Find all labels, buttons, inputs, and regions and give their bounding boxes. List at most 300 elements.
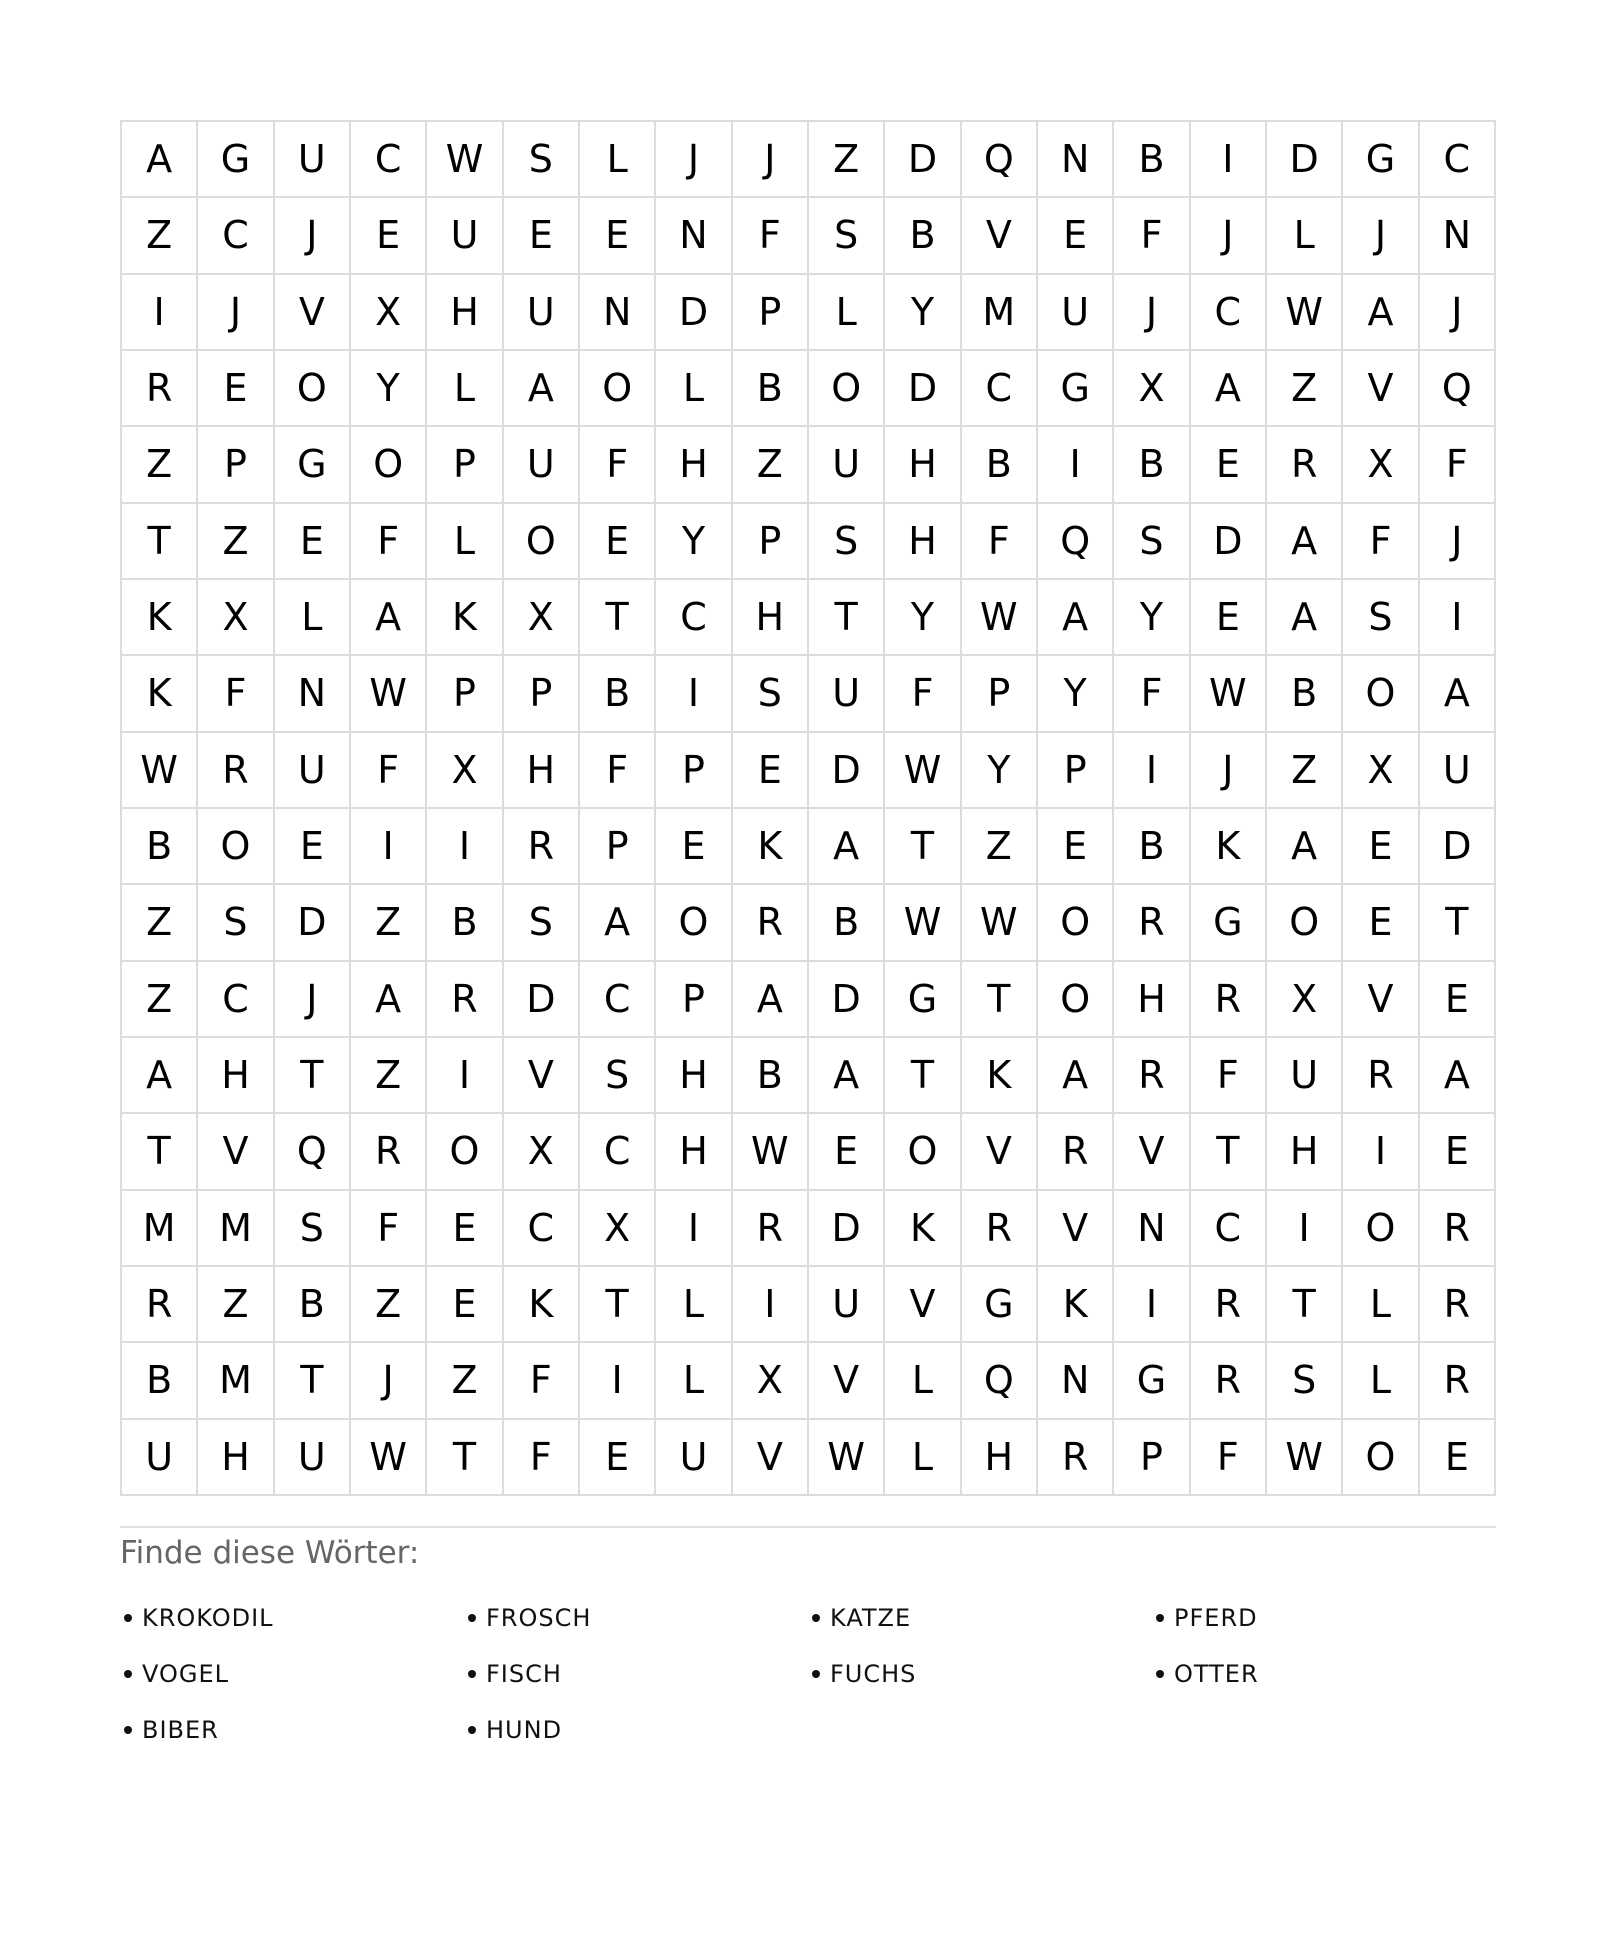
grid-cell[interactable]: E [427,1191,503,1267]
grid-cell[interactable]: W [351,1420,427,1496]
grid-cell[interactable]: V [504,1038,580,1114]
grid-cell[interactable]: U [1267,1038,1343,1114]
grid-cell[interactable]: G [275,427,351,503]
grid-cell[interactable]: T [885,1038,961,1114]
grid-cell[interactable]: T [275,1343,351,1419]
grid-cell[interactable]: T [1191,1114,1267,1190]
grid-cell[interactable]: G [1114,1343,1190,1419]
grid-cell[interactable]: K [733,809,809,885]
grid-cell[interactable]: R [1191,962,1267,1038]
grid-cell[interactable]: E [427,1267,503,1343]
grid-cell[interactable]: T [809,580,885,656]
grid-cell[interactable]: V [1343,962,1419,1038]
grid-cell[interactable]: F [1114,656,1190,732]
grid-cell[interactable]: S [580,1038,656,1114]
grid-cell[interactable]: I [351,809,427,885]
grid-cell[interactable]: N [1114,1191,1190,1267]
grid-cell[interactable]: D [809,962,885,1038]
grid-cell[interactable]: K [122,580,198,656]
grid-cell[interactable]: F [580,427,656,503]
grid-cell[interactable]: G [885,962,961,1038]
grid-cell[interactable]: S [1114,504,1190,580]
grid-cell[interactable]: U [1420,733,1496,809]
grid-cell[interactable]: Z [351,1267,427,1343]
grid-cell[interactable]: L [656,1267,732,1343]
grid-cell[interactable]: A [504,351,580,427]
grid-cell[interactable]: R [427,962,503,1038]
grid-cell[interactable]: I [1343,1114,1419,1190]
grid-cell[interactable]: X [1114,351,1190,427]
grid-cell[interactable]: C [198,962,274,1038]
grid-cell[interactable]: S [809,198,885,274]
grid-cell[interactable]: T [1420,885,1496,961]
grid-cell[interactable]: I [1114,733,1190,809]
grid-cell[interactable]: B [580,656,656,732]
grid-cell[interactable]: U [504,275,580,351]
grid-cell[interactable]: H [733,580,809,656]
grid-cell[interactable]: W [962,580,1038,656]
grid-cell[interactable]: S [1343,580,1419,656]
grid-cell[interactable]: X [504,580,580,656]
grid-cell[interactable]: F [504,1343,580,1419]
grid-cell[interactable]: J [1191,733,1267,809]
grid-cell[interactable]: N [1038,1343,1114,1419]
grid-cell[interactable]: J [1420,275,1496,351]
grid-cell[interactable]: Z [198,504,274,580]
grid-cell[interactable]: D [885,351,961,427]
grid-cell[interactable]: H [198,1038,274,1114]
grid-cell[interactable]: L [580,122,656,198]
grid-cell[interactable]: V [1343,351,1419,427]
grid-cell[interactable]: H [885,504,961,580]
grid-cell[interactable]: U [504,427,580,503]
grid-cell[interactable]: G [1343,122,1419,198]
grid-cell[interactable]: T [122,504,198,580]
grid-cell[interactable]: S [504,885,580,961]
grid-cell[interactable]: X [198,580,274,656]
grid-cell[interactable]: F [198,656,274,732]
grid-cell[interactable]: V [885,1267,961,1343]
grid-cell[interactable]: A [809,809,885,885]
grid-cell[interactable]: B [1114,809,1190,885]
grid-cell[interactable]: L [275,580,351,656]
grid-cell[interactable]: U [275,1420,351,1496]
grid-cell[interactable]: T [580,580,656,656]
grid-cell[interactable]: I [1038,427,1114,503]
grid-cell[interactable]: P [656,962,732,1038]
grid-cell[interactable]: L [656,1343,732,1419]
grid-cell[interactable]: R [733,885,809,961]
grid-cell[interactable]: Q [1420,351,1496,427]
grid-cell[interactable]: G [1038,351,1114,427]
grid-cell[interactable]: B [962,427,1038,503]
grid-cell[interactable]: E [809,1114,885,1190]
grid-cell[interactable]: F [962,504,1038,580]
grid-cell[interactable]: L [885,1420,961,1496]
grid-cell[interactable]: C [580,962,656,1038]
grid-cell[interactable]: Z [733,427,809,503]
grid-cell[interactable]: E [580,1420,656,1496]
grid-cell[interactable]: F [1343,504,1419,580]
grid-cell[interactable]: F [351,504,427,580]
grid-cell[interactable]: X [1343,427,1419,503]
grid-cell[interactable]: Y [351,351,427,427]
grid-cell[interactable]: S [198,885,274,961]
grid-cell[interactable]: I [656,656,732,732]
grid-cell[interactable]: Z [351,885,427,961]
grid-cell[interactable]: R [962,1191,1038,1267]
grid-cell[interactable]: E [1343,885,1419,961]
grid-cell[interactable]: C [1191,275,1267,351]
grid-cell[interactable]: C [351,122,427,198]
grid-cell[interactable]: R [1343,1038,1419,1114]
grid-cell[interactable]: U [656,1420,732,1496]
grid-cell[interactable]: T [427,1420,503,1496]
grid-cell[interactable]: O [1343,1420,1419,1496]
grid-cell[interactable]: J [1343,198,1419,274]
grid-cell[interactable]: C [656,580,732,656]
grid-cell[interactable]: P [733,275,809,351]
grid-cell[interactable]: J [198,275,274,351]
grid-cell[interactable]: O [275,351,351,427]
grid-cell[interactable]: O [1343,1191,1419,1267]
grid-cell[interactable]: A [351,580,427,656]
grid-cell[interactable]: F [504,1420,580,1496]
grid-cell[interactable]: D [656,275,732,351]
grid-cell[interactable]: R [1420,1343,1496,1419]
grid-cell[interactable]: O [1038,962,1114,1038]
grid-cell[interactable]: P [198,427,274,503]
grid-cell[interactable]: S [1267,1343,1343,1419]
grid-cell[interactable]: X [504,1114,580,1190]
grid-cell[interactable]: U [809,1267,885,1343]
grid-cell[interactable]: U [809,427,885,503]
grid-cell[interactable]: E [580,504,656,580]
grid-cell[interactable]: O [504,504,580,580]
grid-cell[interactable]: J [1114,275,1190,351]
grid-cell[interactable]: S [733,656,809,732]
grid-cell[interactable]: L [1343,1343,1419,1419]
grid-cell[interactable]: D [809,733,885,809]
grid-cell[interactable]: E [1343,809,1419,885]
grid-cell[interactable]: G [962,1267,1038,1343]
grid-cell[interactable]: Z [198,1267,274,1343]
grid-cell[interactable]: P [504,656,580,732]
grid-cell[interactable]: K [122,656,198,732]
grid-cell[interactable]: A [351,962,427,1038]
grid-cell[interactable]: X [733,1343,809,1419]
grid-cell[interactable]: A [1420,1038,1496,1114]
grid-cell[interactable]: A [1420,656,1496,732]
grid-cell[interactable]: V [962,1114,1038,1190]
grid-cell[interactable]: J [656,122,732,198]
grid-cell[interactable]: B [733,351,809,427]
grid-cell[interactable]: Q [1038,504,1114,580]
grid-cell[interactable]: U [1038,275,1114,351]
grid-cell[interactable]: O [1343,656,1419,732]
grid-cell[interactable]: U [275,122,351,198]
grid-cell[interactable]: E [1038,198,1114,274]
grid-cell[interactable]: F [1420,427,1496,503]
grid-cell[interactable]: X [580,1191,656,1267]
grid-cell[interactable]: F [733,198,809,274]
grid-cell[interactable]: T [885,809,961,885]
grid-cell[interactable]: M [198,1191,274,1267]
grid-cell[interactable]: K [427,580,503,656]
grid-cell[interactable]: V [1114,1114,1190,1190]
grid-cell[interactable]: E [580,198,656,274]
grid-cell[interactable]: A [733,962,809,1038]
grid-cell[interactable]: P [1114,1420,1190,1496]
grid-cell[interactable]: E [351,198,427,274]
grid-cell[interactable]: I [122,275,198,351]
grid-cell[interactable]: R [1038,1114,1114,1190]
grid-cell[interactable]: S [504,122,580,198]
grid-cell[interactable]: G [1191,885,1267,961]
grid-cell[interactable]: H [427,275,503,351]
grid-cell[interactable]: F [351,733,427,809]
grid-cell[interactable]: E [1420,962,1496,1038]
grid-cell[interactable]: C [198,198,274,274]
grid-cell[interactable]: V [275,275,351,351]
grid-cell[interactable]: H [656,1114,732,1190]
grid-cell[interactable]: A [1267,504,1343,580]
grid-cell[interactable]: I [427,809,503,885]
grid-cell[interactable]: R [122,351,198,427]
grid-cell[interactable]: N [1420,198,1496,274]
grid-cell[interactable]: S [809,504,885,580]
grid-cell[interactable]: M [122,1191,198,1267]
grid-cell[interactable]: P [733,504,809,580]
grid-cell[interactable]: Y [962,733,1038,809]
grid-cell[interactable]: L [427,351,503,427]
grid-cell[interactable]: I [733,1267,809,1343]
grid-cell[interactable]: O [809,351,885,427]
grid-cell[interactable]: B [733,1038,809,1114]
grid-cell[interactable]: D [275,885,351,961]
grid-cell[interactable]: V [962,198,1038,274]
grid-cell[interactable]: Z [122,198,198,274]
grid-cell[interactable]: W [427,122,503,198]
grid-cell[interactable]: V [198,1114,274,1190]
grid-cell[interactable]: U [275,733,351,809]
grid-cell[interactable]: A [1267,580,1343,656]
grid-cell[interactable]: R [198,733,274,809]
grid-cell[interactable]: R [1114,1038,1190,1114]
grid-cell[interactable]: F [1191,1038,1267,1114]
grid-cell[interactable]: L [885,1343,961,1419]
grid-cell[interactable]: O [580,351,656,427]
grid-cell[interactable]: R [1420,1191,1496,1267]
grid-cell[interactable]: A [1038,1038,1114,1114]
grid-cell[interactable]: J [351,1343,427,1419]
grid-cell[interactable]: V [1038,1191,1114,1267]
grid-cell[interactable]: C [580,1114,656,1190]
grid-cell[interactable]: K [885,1191,961,1267]
grid-cell[interactable]: B [1114,122,1190,198]
grid-cell[interactable]: N [275,656,351,732]
grid-cell[interactable]: O [198,809,274,885]
grid-cell[interactable]: O [885,1114,961,1190]
grid-cell[interactable]: P [580,809,656,885]
grid-cell[interactable]: I [580,1343,656,1419]
grid-cell[interactable]: D [885,122,961,198]
grid-cell[interactable]: P [1038,733,1114,809]
grid-cell[interactable]: Q [275,1114,351,1190]
grid-cell[interactable]: G [198,122,274,198]
grid-cell[interactable]: P [427,427,503,503]
grid-cell[interactable]: O [351,427,427,503]
grid-cell[interactable]: Y [1114,580,1190,656]
grid-cell[interactable]: I [1191,122,1267,198]
grid-cell[interactable]: J [1420,504,1496,580]
grid-cell[interactable]: C [1191,1191,1267,1267]
grid-cell[interactable]: C [962,351,1038,427]
grid-cell[interactable]: I [427,1038,503,1114]
grid-cell[interactable]: Z [809,122,885,198]
grid-cell[interactable]: O [1038,885,1114,961]
grid-cell[interactable]: B [809,885,885,961]
grid-cell[interactable]: R [122,1267,198,1343]
grid-cell[interactable]: N [1038,122,1114,198]
grid-cell[interactable]: R [504,809,580,885]
grid-cell[interactable]: Z [351,1038,427,1114]
grid-cell[interactable]: Z [1267,351,1343,427]
grid-cell[interactable]: R [351,1114,427,1190]
grid-cell[interactable]: W [962,885,1038,961]
grid-cell[interactable]: E [1038,809,1114,885]
grid-cell[interactable]: A [809,1038,885,1114]
grid-cell[interactable]: T [962,962,1038,1038]
grid-cell[interactable]: Z [122,962,198,1038]
grid-cell[interactable]: W [733,1114,809,1190]
grid-cell[interactable]: E [198,351,274,427]
grid-cell[interactable]: H [198,1420,274,1496]
grid-cell[interactable]: A [1191,351,1267,427]
grid-cell[interactable]: A [1038,580,1114,656]
grid-cell[interactable]: E [1420,1420,1496,1496]
grid-cell[interactable]: B [1114,427,1190,503]
grid-cell[interactable]: X [1267,962,1343,1038]
grid-cell[interactable]: I [656,1191,732,1267]
grid-cell[interactable]: I [1267,1191,1343,1267]
grid-cell[interactable]: Q [962,1343,1038,1419]
grid-cell[interactable]: K [962,1038,1038,1114]
grid-cell[interactable]: J [275,962,351,1038]
grid-cell[interactable]: D [1267,122,1343,198]
grid-cell[interactable]: R [1191,1267,1267,1343]
grid-cell[interactable]: E [275,504,351,580]
grid-cell[interactable]: D [809,1191,885,1267]
grid-cell[interactable]: A [1267,809,1343,885]
grid-cell[interactable]: F [1191,1420,1267,1496]
grid-cell[interactable]: E [1191,580,1267,656]
grid-cell[interactable]: H [656,1038,732,1114]
grid-cell[interactable]: U [122,1420,198,1496]
grid-cell[interactable]: T [122,1114,198,1190]
grid-cell[interactable]: P [656,733,732,809]
grid-cell[interactable]: B [427,885,503,961]
grid-cell[interactable]: S [275,1191,351,1267]
grid-cell[interactable]: P [962,656,1038,732]
grid-cell[interactable]: Y [885,275,961,351]
grid-cell[interactable]: X [1343,733,1419,809]
grid-cell[interactable]: X [427,733,503,809]
grid-cell[interactable]: C [1420,122,1496,198]
grid-cell[interactable]: L [1267,198,1343,274]
grid-cell[interactable]: Z [1267,733,1343,809]
grid-cell[interactable]: Z [122,427,198,503]
grid-cell[interactable]: B [1267,656,1343,732]
grid-cell[interactable]: D [504,962,580,1038]
grid-cell[interactable]: R [1038,1420,1114,1496]
grid-cell[interactable]: T [580,1267,656,1343]
grid-cell[interactable]: W [1267,1420,1343,1496]
grid-cell[interactable]: X [351,275,427,351]
grid-cell[interactable]: L [1343,1267,1419,1343]
grid-cell[interactable]: U [427,198,503,274]
grid-cell[interactable]: W [1267,275,1343,351]
grid-cell[interactable]: W [809,1420,885,1496]
grid-cell[interactable]: H [1267,1114,1343,1190]
grid-cell[interactable]: F [351,1191,427,1267]
grid-cell[interactable]: L [427,504,503,580]
grid-cell[interactable]: H [504,733,580,809]
grid-cell[interactable]: M [962,275,1038,351]
grid-cell[interactable]: H [885,427,961,503]
grid-cell[interactable]: H [1114,962,1190,1038]
grid-cell[interactable]: R [733,1191,809,1267]
grid-cell[interactable]: T [275,1038,351,1114]
grid-cell[interactable]: K [1191,809,1267,885]
grid-cell[interactable]: J [1191,198,1267,274]
grid-cell[interactable]: Q [962,122,1038,198]
grid-cell[interactable]: E [504,198,580,274]
grid-cell[interactable]: A [1343,275,1419,351]
grid-cell[interactable]: J [275,198,351,274]
grid-cell[interactable]: K [504,1267,580,1343]
grid-cell[interactable]: E [733,733,809,809]
grid-cell[interactable]: W [351,656,427,732]
grid-cell[interactable]: M [198,1343,274,1419]
grid-cell[interactable]: O [1267,885,1343,961]
grid-cell[interactable]: H [656,427,732,503]
grid-cell[interactable]: F [580,733,656,809]
grid-cell[interactable]: H [962,1420,1038,1496]
grid-cell[interactable]: P [427,656,503,732]
grid-cell[interactable]: O [656,885,732,961]
grid-cell[interactable]: A [122,1038,198,1114]
grid-cell[interactable]: E [1420,1114,1496,1190]
grid-cell[interactable]: A [580,885,656,961]
grid-cell[interactable]: E [275,809,351,885]
grid-cell[interactable]: O [427,1114,503,1190]
grid-cell[interactable]: R [1420,1267,1496,1343]
grid-cell[interactable]: Y [1038,656,1114,732]
grid-cell[interactable]: R [1114,885,1190,961]
grid-cell[interactable]: N [580,275,656,351]
grid-cell[interactable]: V [733,1420,809,1496]
grid-cell[interactable]: J [733,122,809,198]
grid-cell[interactable]: E [1191,427,1267,503]
grid-cell[interactable]: Z [427,1343,503,1419]
grid-cell[interactable]: C [504,1191,580,1267]
grid-cell[interactable]: B [885,198,961,274]
grid-cell[interactable]: I [1114,1267,1190,1343]
grid-cell[interactable]: U [809,656,885,732]
grid-cell[interactable]: V [809,1343,885,1419]
grid-cell[interactable]: W [885,885,961,961]
